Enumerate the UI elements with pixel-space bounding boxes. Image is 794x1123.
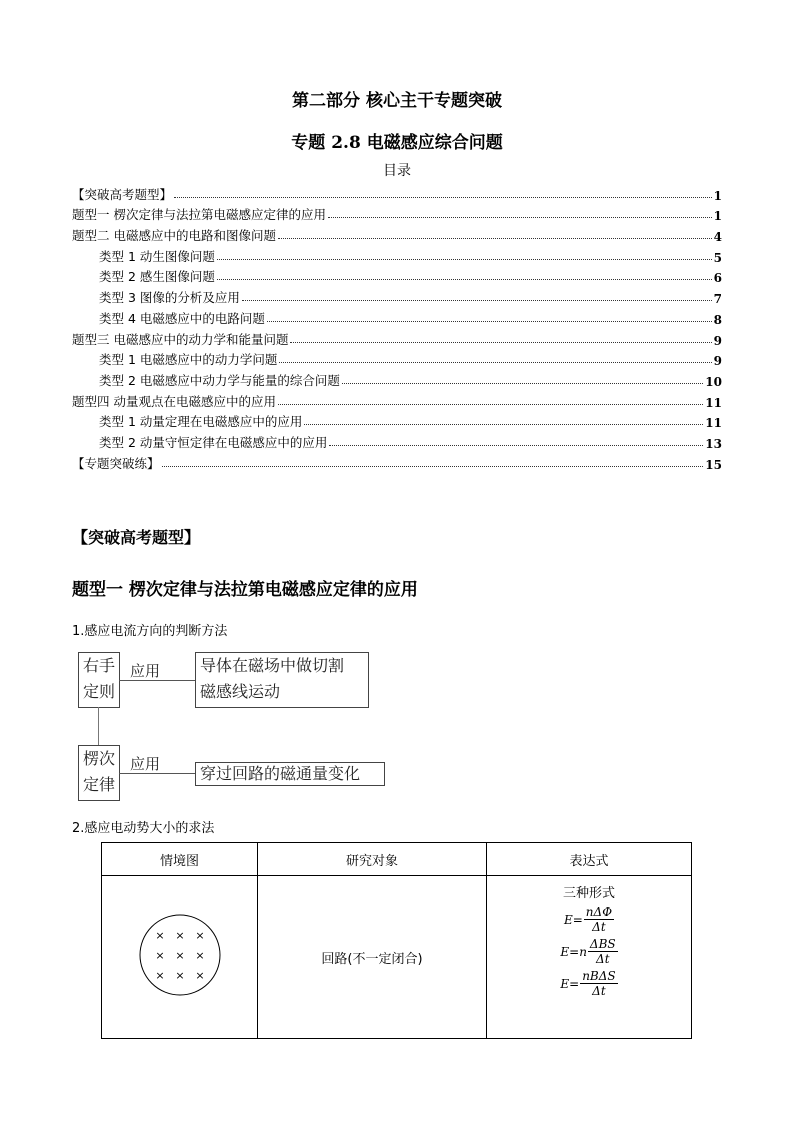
toc-item-page: 1: [713, 209, 722, 224]
object-cell: 回路(不一定闭合): [258, 876, 487, 1039]
topic-title: 专题 2.8 电磁感应综合问题: [291, 133, 503, 153]
flux-change-box: [195, 762, 385, 786]
formula-numerator: nBΔS: [582, 969, 616, 983]
header-object: 研究对象: [258, 843, 487, 876]
formula: [488, 905, 690, 934]
toc-item-page: 10: [705, 374, 722, 389]
toc-item[interactable]: [72, 327, 722, 348]
toc-item-label: 题型二 电磁感应中的电路和图像问题: [72, 228, 276, 244]
toc-item-page: 7: [713, 292, 722, 307]
toc-item-page: 5: [713, 250, 722, 265]
field-cross-mark: ×: [154, 929, 165, 942]
toc-item-page: 11: [705, 395, 722, 410]
cutting-field-line2: 磁感线运动: [200, 682, 281, 701]
toc-title: 目录: [383, 163, 411, 179]
expression-cell: [487, 876, 692, 1039]
formula-fraction: [584, 905, 614, 934]
toc-leader-dots: [342, 382, 703, 384]
right-hand-rule-box: [78, 652, 120, 708]
toc-item[interactable]: [72, 203, 722, 224]
toc-leader-dots: [278, 237, 712, 239]
toc-item-label: 类型 2 动量守恒定律在电磁感应中的应用: [99, 434, 328, 450]
toc-item[interactable]: [72, 285, 722, 306]
paragraph-current-direction: 1.感应电流方向的判断方法: [72, 624, 228, 639]
formula-numerator: ΔBS: [589, 937, 616, 951]
toc-leader-dots: [217, 278, 712, 280]
section-heading: 【突破高考题型】: [72, 528, 201, 547]
right-hand-rule-line2: 定则: [82, 682, 115, 701]
toc-leader-dots: [242, 299, 712, 301]
emf-table: [101, 842, 692, 1039]
toc-item-page: 11: [705, 416, 722, 431]
toc-item-page: 15: [705, 457, 722, 472]
cutting-field-line1: 导体在磁场中做切割: [200, 656, 345, 675]
part-title: 第二部分 核心主干专题突破: [292, 91, 502, 111]
formula-lhs: E=: [560, 944, 580, 959]
formula-fraction: [580, 969, 617, 998]
lenz-law-box: [78, 745, 120, 801]
toc-item-label: 类型 2 感生图像问题: [99, 269, 215, 285]
flux-change-text: 穿过回路的磁通量变化: [200, 764, 361, 783]
table-header-row: [102, 843, 692, 876]
formula: [488, 937, 690, 966]
cutting-field-box: [195, 652, 369, 708]
toc-item[interactable]: [72, 223, 722, 244]
header-scene: 情境图: [102, 843, 258, 876]
field-cross-mark: ×: [194, 969, 205, 982]
field-cross-mark: ×: [154, 949, 165, 962]
toc-item-page: 8: [713, 312, 722, 327]
toc-item-label: 题型三 电磁感应中的动力学和能量问题: [72, 331, 289, 347]
field-cross-mark: ×: [174, 929, 185, 942]
table-row: [102, 876, 692, 1039]
toc-item[interactable]: [72, 182, 722, 203]
toc-item-label: 类型 1 动量定理在电磁感应中的应用: [99, 414, 303, 430]
toc-item-label: 【专题突破练】: [72, 455, 160, 471]
toc-leader-dots: [278, 403, 703, 405]
toc-item[interactable]: [72, 306, 722, 327]
toc-item-label: 题型四 动量观点在电磁感应中的应用: [72, 393, 276, 409]
vertical-connector: [98, 707, 99, 745]
lenz-law-line2: 定律: [82, 775, 115, 794]
toc-leader-dots: [217, 258, 712, 260]
formula-coefficient: n: [579, 944, 587, 959]
field-cross-mark: ×: [174, 969, 185, 982]
formula-fraction: [588, 937, 618, 966]
field-cross-mark: ×: [194, 929, 205, 942]
toc-item-label: 类型 3 图像的分析及应用: [99, 290, 240, 306]
toc-item[interactable]: [72, 265, 722, 286]
toc-item[interactable]: [72, 368, 722, 389]
toc-item-label: 类型 1 电磁感应中的动力学问题: [99, 352, 278, 368]
formula-denominator: Δt: [592, 920, 606, 934]
type1-heading: 题型一 楞次定律与法拉第电磁感应定律的应用: [72, 580, 418, 600]
toc-item-page: 9: [713, 354, 722, 369]
apply-label: 应用: [130, 662, 161, 680]
toc-item-page: 9: [713, 333, 722, 348]
toc-item-page: 4: [713, 230, 722, 245]
toc-leader-dots: [174, 196, 712, 198]
field-cross-mark: ×: [194, 949, 205, 962]
toc-item[interactable]: [72, 244, 722, 265]
toc-item[interactable]: [72, 410, 722, 431]
formula-lhs: E=: [563, 912, 583, 927]
lenz-law-line1: 楞次: [82, 749, 115, 768]
magnetic-field-circle-figure: [138, 913, 222, 997]
toc-leader-dots: [304, 423, 703, 425]
toc-item-label: 题型一 楞次定律与法拉第电磁感应定律的应用: [72, 207, 326, 223]
formula: [488, 969, 690, 998]
paragraph-emf-methods: 2.感应电动势大小的求法: [72, 821, 215, 836]
toc-item[interactable]: [72, 348, 722, 369]
toc-leader-dots: [328, 216, 712, 218]
toc-leader-dots: [267, 320, 712, 322]
toc-item-label: 【突破高考题型】: [72, 186, 173, 202]
table-of-contents: [72, 182, 722, 472]
formula-lhs: E=: [560, 976, 580, 991]
toc-leader-dots: [329, 444, 703, 446]
toc-item-label: 类型 2 电磁感应中动力学与能量的综合问题: [99, 372, 340, 388]
formula-denominator: Δt: [592, 984, 606, 998]
toc-leader-dots: [279, 361, 711, 363]
toc-item-page: 13: [705, 436, 722, 451]
toc-item-label: 类型 4 电磁感应中的电路问题: [99, 310, 265, 326]
right-hand-rule-line1: 右手: [82, 656, 115, 675]
scene-cell: [102, 876, 258, 1039]
toc-item[interactable]: [72, 389, 722, 410]
toc-item-page: 6: [713, 271, 722, 286]
formula-list: [488, 905, 690, 998]
apply-label: 应用: [130, 755, 161, 773]
formula-numerator: nΔΦ: [585, 905, 613, 919]
toc-item[interactable]: [72, 430, 722, 451]
forms-title: 三种形式: [562, 886, 615, 901]
header-expression: 表达式: [487, 843, 692, 876]
toc-leader-dots: [290, 341, 711, 343]
formula-denominator: Δt: [596, 952, 610, 966]
field-cross-mark: ×: [154, 969, 165, 982]
toc-leader-dots: [162, 465, 704, 467]
toc-item-page: 1: [713, 188, 722, 203]
toc-item[interactable]: [72, 451, 722, 472]
field-cross-mark: ×: [174, 949, 185, 962]
toc-item-label: 类型 1 动生图像问题: [99, 248, 215, 264]
